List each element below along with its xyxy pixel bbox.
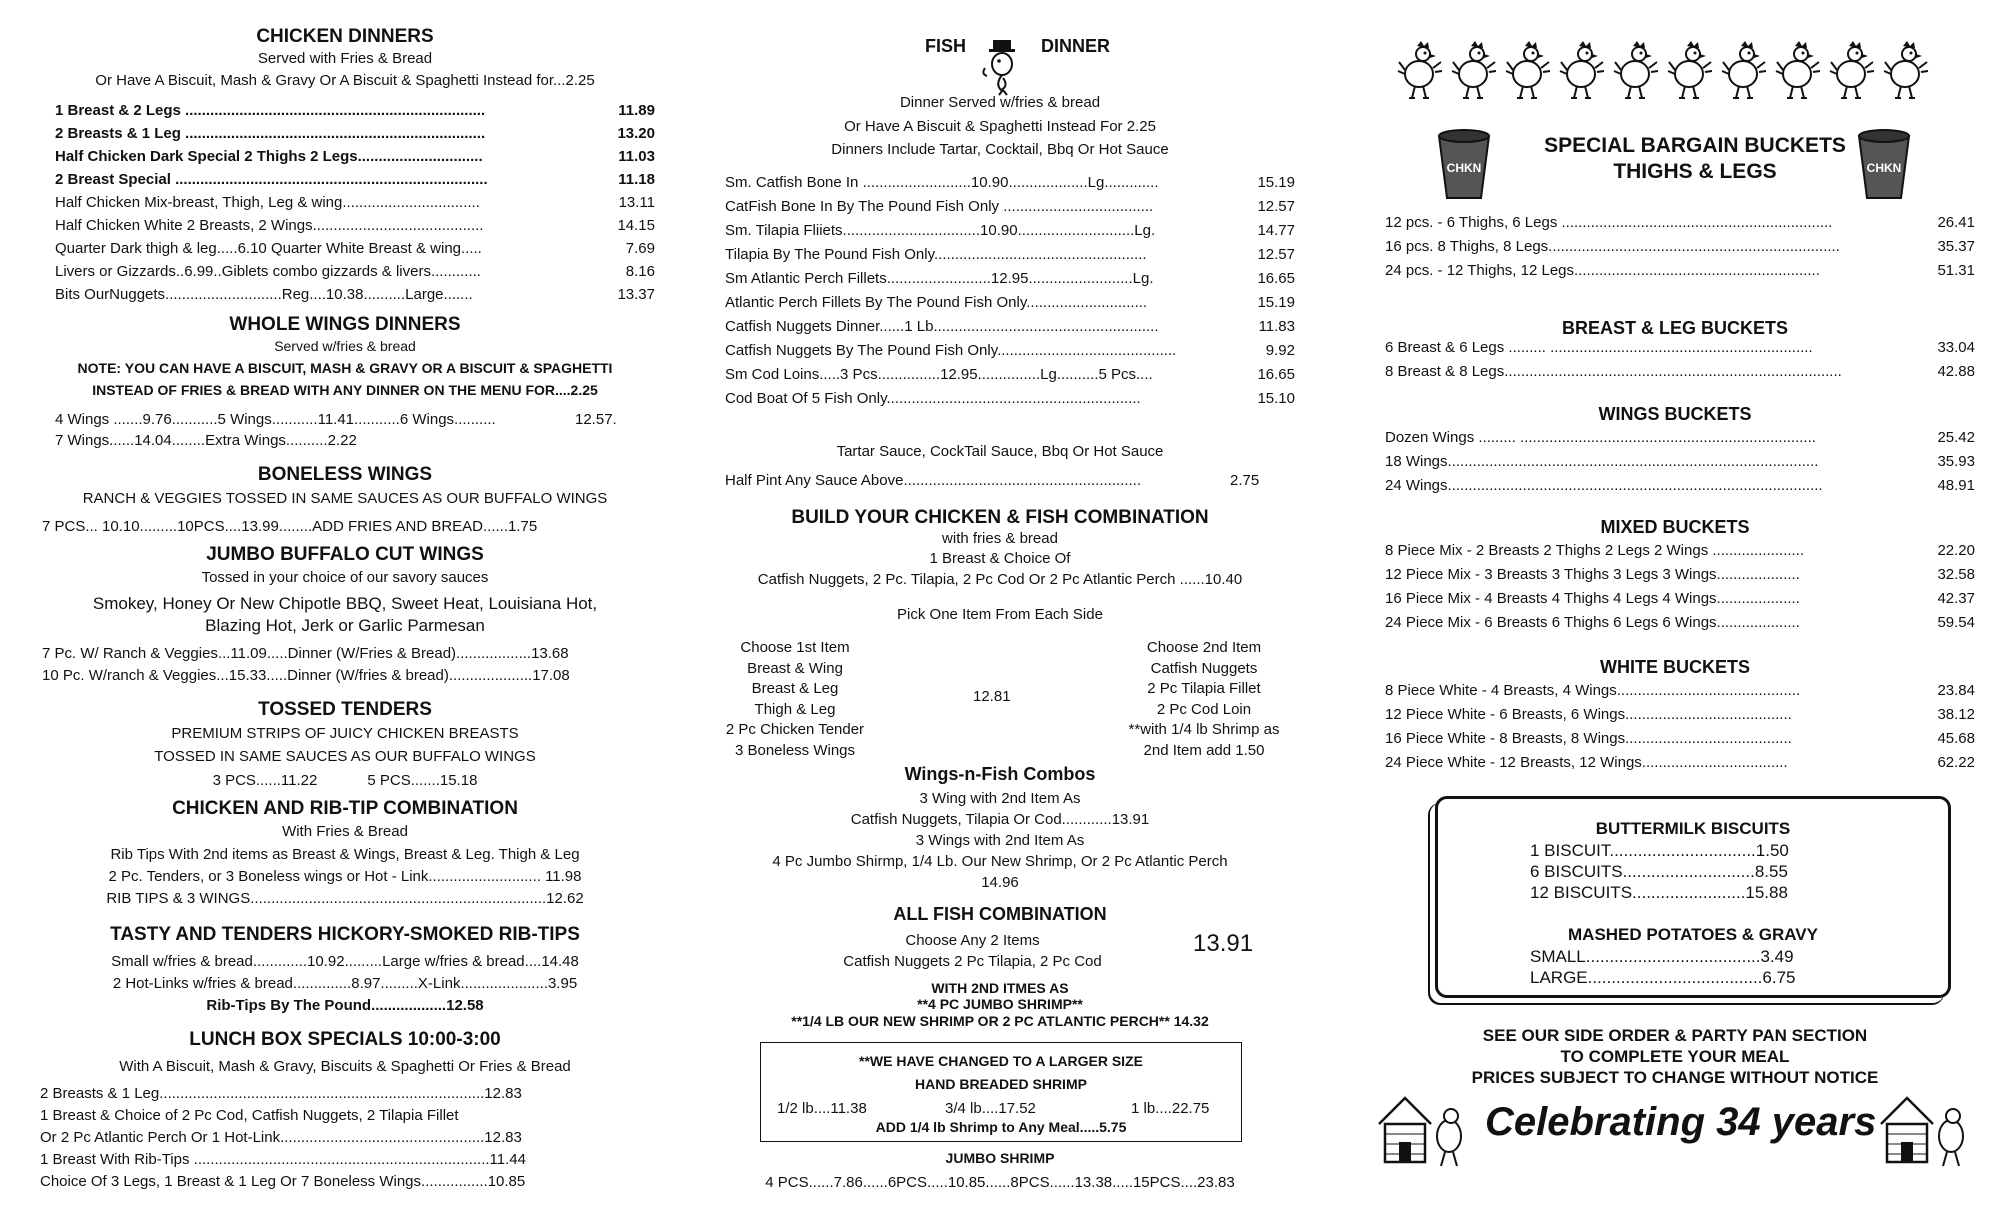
celebrating-banner: Celebrating 34 years	[1485, 1100, 1877, 1144]
item-price: 33.04	[1937, 339, 1975, 356]
bucket-item	[1385, 363, 1975, 380]
build-option: Choose 1st Item	[740, 639, 850, 656]
wnf-line-3: 3 Wings with 2nd Item As	[915, 832, 1085, 849]
ribtip-combo-sub: With Fries & Bread	[282, 823, 408, 840]
chicken-icon	[1667, 40, 1715, 100]
wings-line-1-price: 12.57.	[575, 411, 617, 428]
bucket-item	[1385, 429, 1975, 446]
boneless-line: 7 PCS... 10.10.........10PCS....13.99........ADD FRIES AND BREAD......1.75	[42, 518, 538, 535]
bargain-title-2: THIGHS & LEGS	[1613, 160, 1777, 183]
allfish-note-2: **4 PC JUMBO SHRIMP**	[917, 996, 1083, 1012]
item-label: Dozen Wings ......... .......................................................................	[1385, 429, 1816, 446]
biscuit-6: 6 BISCUITS............................8.55	[1530, 862, 1788, 881]
build-pick: Pick One Item From Each Side	[897, 606, 1103, 623]
sauce-price: 2.75	[1230, 472, 1260, 489]
sides-box	[1435, 796, 1951, 998]
tenders-sub-1: PREMIUM STRIPS OF JUICY CHICKEN BREASTS	[171, 725, 519, 742]
chicken-icon	[1505, 40, 1553, 100]
item-label: Sm. Tilapia Fliiets.................................10.90............................Lg.	[725, 222, 1156, 239]
bucket-item	[1385, 614, 1975, 631]
mashed-small: SMALL.....................................3.49	[1530, 947, 1794, 966]
item-label: Quarter Dark thigh & leg.....6.10 Quarter White Breast & wing.....	[55, 240, 482, 257]
wnf-line-4: 4 Pc Jumbo Shirmp, 1/4 Lb. Our New Shrimp, Or 2 Pc Atlantic Perch	[772, 853, 1228, 870]
allfish-line-2: Catfish Nuggets 2 Pc Tilapia, 2 Pc Cod	[843, 953, 1102, 970]
tenders-title: TOSSED TENDERS	[258, 699, 432, 720]
ribtip-combo-line-3: RIB TIPS & 3 WINGS.......................................................................12.62	[106, 890, 584, 907]
hickory-line-2: 2 Hot-Links w/fries & bread..............8.97.........X-Link.....................3.95	[112, 975, 578, 992]
item-label: Atlantic Perch Fillets By The Pound Fish Only.............................	[725, 294, 1148, 311]
item-price: 35.93	[1937, 453, 1975, 470]
build-option: Thigh & Leg	[754, 700, 836, 718]
wnf-line-1: 3 Wing with 2nd Item As	[919, 790, 1081, 807]
build-option: Catfish Nuggets	[1150, 659, 1258, 677]
fish-item	[725, 318, 1295, 335]
ribtip-combo-title: CHICKEN AND RIB-TIP COMBINATION	[172, 798, 518, 819]
lunch-line-3: Or 2 Pc Atlantic Perch Or 1 Hot-Link.................................................12.83	[40, 1129, 522, 1146]
item-label: Livers or Gizzards..6.99..Giblets combo gizzards & livers............	[55, 263, 481, 280]
item-price: 25.42	[1937, 429, 1975, 446]
item-price: 15.19	[1257, 174, 1295, 191]
item-label: 16 Piece White - 8 Breasts, 8 Wings........................................	[1385, 730, 1792, 747]
fish-item	[725, 366, 1295, 383]
chicken-dinner-item	[55, 171, 655, 188]
item-label: Tilapia By The Pound Fish Only...................................................	[725, 246, 1147, 263]
item-label: Half Chicken Dark Special 2 Thighs 2 Legs..............................	[55, 148, 483, 165]
item-price: 38.12	[1937, 706, 1975, 723]
item-label: Sm. Catfish Bone In ..........................10.90...................Lg.............	[725, 174, 1159, 191]
chicken-dinner-item	[55, 102, 655, 119]
chef-fish-icon	[979, 38, 1025, 96]
svg-text:CHKN: CHKN	[1866, 161, 1902, 175]
shrimp-box-line-4: ADD 1/4 lb Shrimp to Any Meal.....5.75	[875, 1119, 1127, 1135]
build-second-list	[1119, 638, 1289, 761]
item-price: 59.54	[1937, 614, 1975, 631]
chicken-dinner-item	[55, 240, 655, 257]
chicken-row	[1397, 40, 1937, 105]
item-price: 11.83	[1258, 318, 1295, 335]
item-price: 13.20	[617, 125, 655, 142]
bucket-item	[1385, 238, 1975, 255]
jumbo-shrimp-title: JUMBO SHRIMP	[945, 1150, 1055, 1166]
build-option: 2 Pc Chicken Tender	[725, 721, 865, 738]
fish-title-right: DINNER	[1041, 36, 1111, 56]
bucket-item	[1385, 682, 1975, 699]
chicken-dinners-sub: Served with Fries & Bread	[257, 50, 433, 67]
chicken-dinner-item	[55, 217, 655, 234]
shrimp-size-three-quarter: 3/4 lb....17.52	[945, 1100, 1036, 1117]
build-sub-1: with fries & bread	[942, 530, 1058, 547]
whole-wings-sub: Served w/fries & bread	[274, 338, 416, 354]
mashed-title: MASHED POTATOES & GRAVY	[1568, 925, 1818, 944]
item-label: 8 Piece Mix - 2 Breasts 2 Thighs 2 Legs 2 Wings ......................	[1385, 542, 1805, 559]
item-label: Half Chicken White 2 Breasts, 2 Wings.........................................	[55, 217, 484, 234]
white-buckets-title: WHITE BUCKETS	[1600, 657, 1750, 677]
lunch-line-2: 1 Breast & Choice of 2 Pc Cod, Catfish Nuggets, 2 Tilapia Fillet	[40, 1107, 459, 1124]
allfish-price: 13.91	[1193, 930, 1254, 957]
chicken-dinners-sub2: Or Have A Biscuit, Mash & Gravy Or A Biscuit & Spaghetti Instead for...2.25	[95, 72, 595, 89]
item-price: 13.11	[618, 194, 655, 211]
sauce-line: Half Pint Any Sauce Above.........................................................	[725, 472, 1141, 489]
wings-buckets-title: WINGS BUCKETS	[1598, 404, 1752, 424]
chicken-dinners-title: CHICKEN DINNERS	[256, 26, 434, 47]
lunch-line-4: 1 Breast With Rib-Tips .......................................................................11.44	[40, 1151, 526, 1168]
item-label: 24 pcs. - 12 Thighs, 12 Legs...........................................................	[1385, 262, 1820, 279]
item-price: 45.68	[1937, 730, 1975, 747]
build-option: 2nd Item add 1.50	[1143, 741, 1265, 759]
bucket-item	[1385, 262, 1975, 279]
item-price: 22.20	[1937, 542, 1975, 559]
mashed-large: LARGE.....................................6.75	[1530, 968, 1796, 987]
shrimp-box-line-2: HAND BREADED SHRIMP	[915, 1076, 1087, 1092]
fish-item	[725, 342, 1295, 359]
item-price: 11.18	[618, 171, 655, 188]
item-label: 12 Piece Mix - 3 Breasts 3 Thighs 3 Legs 3 Wings....................	[1385, 566, 1800, 583]
mixed-buckets-title: MIXED BUCKETS	[1600, 517, 1750, 537]
item-label: 24 Wings..........................................................................................	[1385, 477, 1823, 494]
shrimp-box-line-1: **WE HAVE CHANGED TO A LARGER SIZE	[859, 1053, 1143, 1069]
item-label: 24 Piece Mix - 6 Breasts 6 Thighs 6 Legs 6 Wings....................	[1385, 614, 1800, 631]
item-label: CatFish Bone In By The Pound Fish Only ....................................	[725, 198, 1154, 215]
tenders-line: 3 PCS......11.22 5 PCS.......15.18	[212, 772, 478, 789]
item-price: 14.15	[617, 217, 655, 234]
item-label: 8 Breast & 8 Legs.................................................................................	[1385, 363, 1842, 380]
chicken-icon	[1883, 40, 1931, 100]
item-label: Catfish Nuggets By The Pound Fish Only...........................................	[725, 342, 1177, 359]
chicken-dinner-item	[55, 286, 655, 303]
chicken-icon	[1451, 40, 1499, 100]
wings-line-2: 7 Wings......14.04........Extra Wings..........2.22	[55, 432, 357, 449]
item-price: 11.03	[618, 148, 655, 165]
build-option: 2 Pc Cod Loin	[1156, 700, 1252, 718]
chicken-dinner-item	[55, 194, 655, 211]
item-label: 16 pcs. 8 Thighs, 8 Legs......................................................................	[1385, 238, 1840, 255]
bucket-item	[1385, 453, 1975, 470]
jumbo-title: JUMBO BUFFALO CUT WINGS	[206, 544, 484, 565]
allfish-note-3: **1/4 LB OUR NEW SHRIMP OR 2 PC ATLANTIC PERCH** 14.32	[791, 1013, 1209, 1029]
wnf-line-2: Catfish Nuggets, Tilapia Or Cod............13.91	[850, 811, 1150, 828]
fish-item	[725, 198, 1295, 215]
lunch-line-1: 2 Breasts & 1 Leg..............................................................................12.83	[40, 1085, 522, 1102]
note-line-1: NOTE: YOU CAN HAVE A BISCUIT, MASH & GRAVY OR A BISCUIT & SPAGHETTI	[77, 360, 613, 376]
ribtip-combo-line-2: 2 Pc. Tenders, or 3 Boneless wings or Hot - Link........................... 11.98	[108, 868, 582, 885]
fish-item	[725, 294, 1295, 311]
boneless-sub: RANCH & VEGGIES TOSSED IN SAME SAUCES AS OUR BUFFALO WINGS	[82, 490, 608, 507]
note-line-2: INSTEAD OF FRIES & BREAD WITH ANY DINNER ON THE MENU FOR....2.25	[92, 382, 598, 398]
item-price: 11.89	[618, 102, 655, 119]
shrimp-size-half: 1/2 lb....11.38	[777, 1100, 867, 1117]
build-first-list	[715, 638, 875, 761]
item-label: Bits OurNuggets............................Reg....10.38..........Large.......	[55, 286, 473, 303]
item-label: 12 pcs. - 6 Thighs, 6 Legs .................................................................	[1385, 214, 1833, 231]
chicken-icon	[1721, 40, 1769, 100]
wings-line-1: 4 Wings .......9.76...........5 Wings...........11.41...........6 Wings..........	[55, 411, 496, 428]
item-price: 26.41	[1937, 214, 1975, 231]
lunch-sub: With A Biscuit, Mash & Gravy, Biscuits & Spaghetti Or Fries & Bread	[119, 1058, 571, 1075]
bucket-item	[1385, 754, 1975, 771]
item-label: 2 Breast Special ...........................................................................	[55, 171, 488, 188]
chicken-icon	[1775, 40, 1823, 100]
item-label: 16 Piece Mix - 4 Breasts 4 Thighs 4 Legs 4 Wings....................	[1385, 590, 1800, 607]
bucket-item	[1385, 339, 1975, 356]
bucket-item	[1385, 730, 1975, 747]
item-price: 62.22	[1937, 754, 1975, 771]
fish-item	[725, 390, 1295, 407]
item-price: 16.65	[1257, 366, 1295, 383]
tenders-sub-2: TOSSED IN SAME SAUCES AS OUR BUFFALO WINGS	[154, 748, 536, 765]
item-label: 6 Breast & 6 Legs ......... ...............................................................	[1385, 339, 1813, 356]
item-price: 32.58	[1937, 566, 1975, 583]
item-label: 12 Piece White - 6 Breasts, 6 Wings........................................	[1385, 706, 1792, 723]
allfish-line-1: Choose Any 2 Items	[905, 932, 1040, 949]
fish-item	[725, 270, 1295, 287]
wnf-title: Wings-n-Fish Combos	[904, 764, 1096, 784]
item-label: 8 Piece White - 4 Breasts, 4 Wings............................................	[1385, 682, 1801, 699]
wnf-line-5: 14.96	[981, 874, 1019, 891]
fish-sub-2: Or Have A Biscuit & Spaghetti Instead For 2.25	[844, 118, 1156, 135]
biscuit-1: 1 BISCUIT...............................1.50	[1530, 841, 1789, 860]
build-sub-2: 1 Breast & Choice Of	[929, 550, 1071, 567]
bucket-item	[1385, 590, 1975, 607]
item-price: 12.57	[1257, 246, 1295, 263]
chicken-icon	[1397, 40, 1445, 100]
fish-title-left: FISH	[925, 36, 967, 56]
jumbo-sub: Tossed in your choice of our savory sauces	[201, 569, 489, 586]
bucket-item	[1385, 477, 1975, 494]
item-price: 14.77	[1257, 222, 1295, 239]
hickory-line-1: Small w/fries & bread.............10.92.........Large w/fries & bread....14.48	[111, 953, 579, 970]
whole-wings-title: WHOLE WINGS DINNERS	[229, 314, 461, 335]
fish-item	[725, 246, 1295, 263]
item-label: 1 Breast & 2 Legs ........................................................................	[55, 102, 486, 119]
build-option: Breast & Wing	[747, 659, 843, 677]
footer-line-3: PRICES SUBJECT TO CHANGE WITHOUT NOTICE	[1471, 1068, 1879, 1087]
biscuit-12: 12 BISCUITS........................15.88	[1530, 883, 1788, 902]
chicken-icon	[1829, 40, 1877, 100]
chicken-coop-icon-left	[1375, 1090, 1473, 1170]
jumbo-sauces-2: Blazing Hot, Jerk or Garlic Parmesan	[205, 616, 485, 635]
footer-line-1: SEE OUR SIDE ORDER & PARTY PAN SECTION	[1482, 1026, 1868, 1045]
jumbo-shrimp-line: 4 PCS......7.86......6PCS.....10.85......8PCS......13.38.....15PCS....23.83	[765, 1174, 1235, 1191]
bucket-icon-right	[1853, 124, 1915, 202]
bucket-item	[1385, 566, 1975, 583]
jumbo-line-2: 10 Pc. W/ranch & Veggies...15.33.....Dinner (W/fries & bread)....................17.08	[42, 667, 570, 684]
lunch-title: LUNCH BOX SPECIALS 10:00-3:00	[189, 1029, 501, 1050]
bucket-item	[1385, 214, 1975, 231]
bucket-item	[1385, 542, 1975, 559]
build-option: **with 1/4 lb Shrimp as	[1128, 721, 1280, 738]
item-label: Sm Atlantic Perch Fillets.........................12.95.........................Lg.	[725, 270, 1154, 287]
item-price: 16.65	[1257, 270, 1295, 287]
chicken-icon	[1613, 40, 1661, 100]
chicken-coop-icon-right	[1877, 1090, 1975, 1170]
item-price: 48.91	[1937, 477, 1975, 494]
footer-line-2: TO COMPLETE YOUR MEAL	[1560, 1047, 1790, 1066]
item-price: 13.37	[617, 286, 655, 303]
item-price: 23.84	[1937, 682, 1975, 699]
sauce-title: Tartar Sauce, CockTail Sauce, Bbq Or Hot Sauce	[836, 443, 1164, 460]
allfish-note-1: WITH 2ND ITMES AS	[931, 980, 1069, 996]
item-price: 9.92	[1265, 342, 1295, 359]
allfish-title: ALL FISH COMBINATION	[893, 904, 1107, 924]
build-option: Choose 2nd Item	[1146, 639, 1262, 656]
build-option: 2 Pc Tilapia Fillet	[1147, 680, 1261, 697]
boneless-title: BONELESS WINGS	[257, 464, 433, 485]
build-title: BUILD YOUR CHICKEN & FISH COMBINATION	[791, 507, 1209, 528]
item-label: Cod Boat Of 5 Fish Only.............................................................	[725, 390, 1141, 407]
bargain-title-1: SPECIAL BARGAIN BUCKETS	[1544, 134, 1846, 157]
shrimp-box	[760, 1042, 1242, 1142]
fish-sub-1: Dinner Served w/fries & bread	[899, 94, 1101, 111]
build-sub-3: Catfish Nuggets, 2 Pc. Tilapia, 2 Pc Cod Or 2 Pc Atlantic Perch ......10.40	[757, 571, 1243, 588]
item-price: 42.37	[1937, 590, 1975, 607]
item-price: 7.69	[625, 240, 655, 257]
build-option: Breast & Leg	[751, 680, 839, 697]
item-label: 18 Wings.........................................................................................	[1385, 453, 1819, 470]
fish-item	[725, 174, 1295, 191]
jumbo-line-1: 7 Pc. W/ Ranch & Veggies...11.09.....Dinner (W/Fries & Bread)..................13.68	[42, 645, 569, 662]
build-price: 12.81	[973, 688, 1011, 705]
jumbo-sauces-1: Smokey, Honey Or New Chipotle BBQ, Sweet Heat, Louisiana Hot,	[92, 594, 598, 613]
fish-item	[725, 222, 1295, 239]
item-label: Catfish Nuggets Dinner......1 Lb......................................................	[725, 318, 1159, 335]
chicken-dinner-item	[55, 125, 655, 142]
item-label: Half Chicken Mix-breast, Thigh, Leg & wing.................................	[55, 194, 480, 211]
item-price: 51.31	[1937, 262, 1975, 279]
item-price: 8.16	[625, 263, 655, 280]
hickory-title: TASTY AND TENDERS HICKORY-SMOKED RIB-TIPS	[110, 924, 580, 945]
biscuits-title: BUTTERMILK BISCUITS	[1595, 819, 1791, 838]
item-price: 42.88	[1937, 363, 1975, 380]
item-price: 15.19	[1257, 294, 1295, 311]
breast-leg-buckets-title: BREAST & LEG BUCKETS	[1561, 318, 1788, 338]
item-price: 35.37	[1937, 238, 1975, 255]
svg-text:CHKN: CHKN	[1446, 161, 1482, 175]
ribtip-combo-line-1: Rib Tips With 2nd items as Breast & Wings, Breast & Leg. Thigh & Leg	[110, 846, 580, 863]
chicken-dinner-item	[55, 148, 655, 165]
item-label: Sm Cod Loins.....3 Pcs...............12.95...............Lg..........5 Pcs....	[725, 366, 1153, 383]
item-price: 15.10	[1257, 390, 1295, 407]
chicken-icon	[1559, 40, 1607, 100]
fish-sub-3: Dinners Include Tartar, Cocktail, Bbq Or Hot Sauce	[831, 141, 1169, 158]
item-price: 12.57	[1257, 198, 1295, 215]
item-label: 24 Piece White - 12 Breasts, 12 Wings...................................	[1385, 754, 1788, 771]
shrimp-size-pound: 1 lb....22.75	[1131, 1100, 1210, 1117]
chicken-dinner-item	[55, 263, 655, 280]
lunch-line-5: Choice Of 3 Legs, 1 Breast & 1 Leg Or 7 Boneless Wings................10.85	[40, 1173, 526, 1190]
item-label: 2 Breasts & 1 Leg ........................................................................	[55, 125, 486, 142]
hickory-line-3: Rib-Tips By The Pound..................12.58	[206, 997, 484, 1014]
bucket-item	[1385, 706, 1975, 723]
build-option: 3 Boneless Wings	[734, 741, 856, 759]
